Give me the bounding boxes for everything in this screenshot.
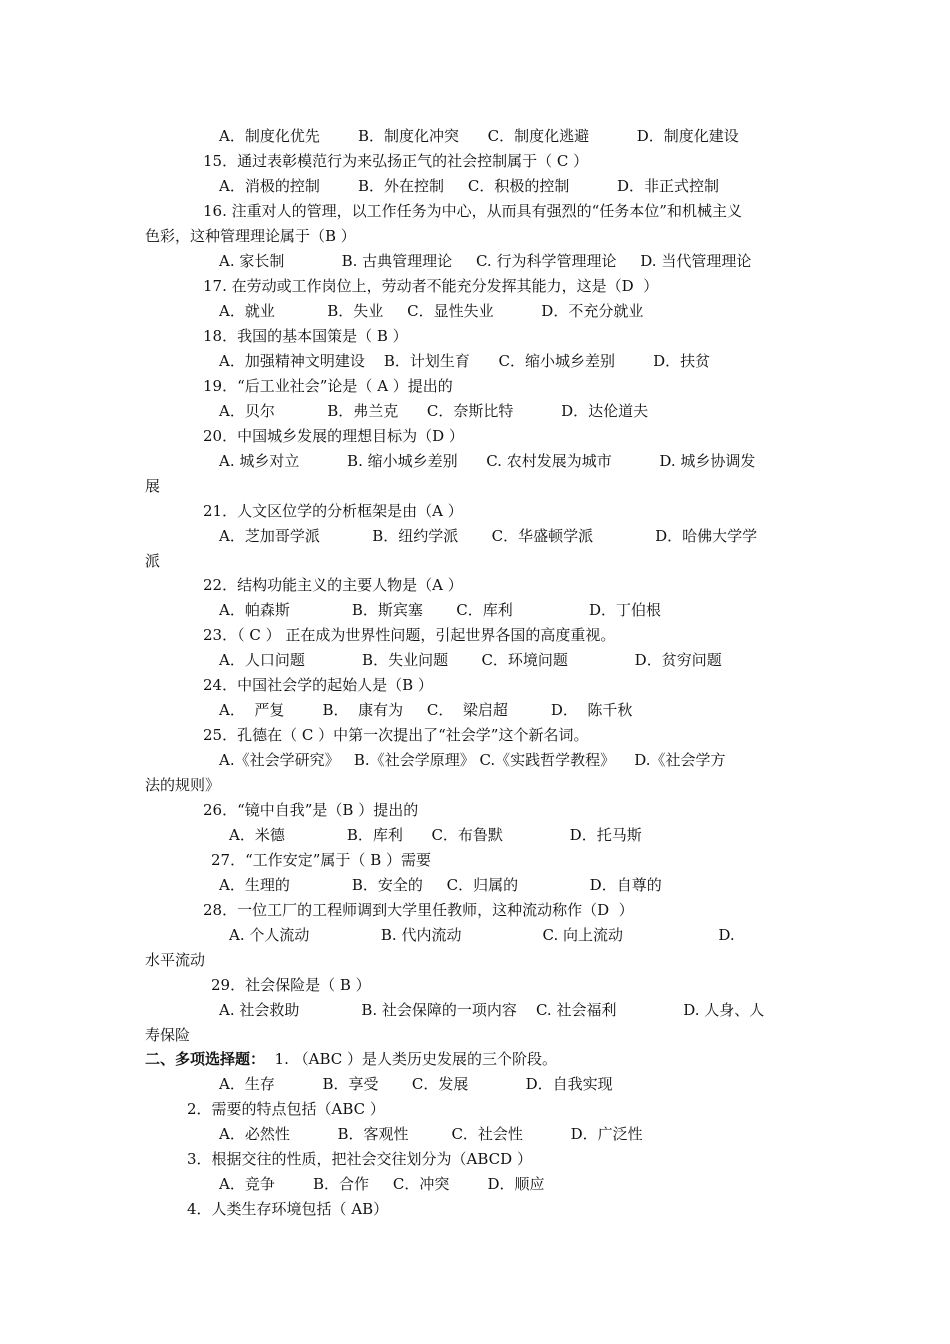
q18-question: 18．我国的基本国策是（ B ） — [203, 327, 408, 345]
q15-question: 15．通过表彰模范行为来弘扬正气的社会控制属于（ C ） — [203, 152, 589, 170]
q28-options-cont: 水平流动 — [145, 951, 206, 969]
q17-options: A．就业 B．失业 C．显性失业 D．不充分就业 — [219, 302, 644, 320]
q20-options: A. 城乡对立 B. 缩小城乡差别 C. 农村发展为城市 D. 城乡协调发 — [219, 452, 756, 470]
q21-options: A．芝加哥学派 B．纽约学派 C．华盛顿学派 D．哈佛大学学 — [219, 527, 758, 545]
q21-options-cont: 派 — [145, 552, 161, 570]
q20-options-cont: 展 — [145, 477, 161, 495]
q23-options: A．人口问题 B．失业问题 C．环境问题 D．贫穷问题 — [219, 651, 722, 669]
section-multi-choice — [145, 1049, 557, 1069]
q25-question: 25．孔德在（ C ）中第一次提出了“社会学”这个新名词。 — [203, 726, 589, 744]
q25-options: A.《社会学研究》 B.《社会学原理》 C.《实践哲学教程》 D.《社会学方 — [219, 751, 726, 769]
q19-question: 19．“后工业社会”论是（ A ）提出的 — [203, 377, 453, 395]
q24-question: 24．中国社会学的起始人是（B ） — [203, 676, 433, 694]
q20-question: 20．中国城乡发展的理想目标为（D ） — [203, 427, 464, 445]
q28-question: 28．一位工厂的工程师调到大学里任教师，这种流动称作（D ） — [203, 901, 634, 919]
q16-options: A. 家长制 B. 古典管理理论 C. 行为科学管理理论 D. 当代管理理论 — [219, 252, 752, 270]
q18-options: A．加强精神文明建设 B．计划生育 C．缩小城乡差别 D．扶贫 — [219, 352, 711, 370]
mq3-options: A．竞争 B．合作 C．冲突 D．顺应 — [219, 1175, 545, 1193]
q27-options: A．生理的 B．安全的 C．归属的 D．自尊的 — [219, 876, 662, 894]
q25-options-cont: 法的规则》 — [145, 776, 221, 794]
q26-question: 26．“镜中自我”是（B ）提出的 — [203, 801, 419, 819]
q29-options: A. 社会救助 B. 社会保障的一项内容 C. 社会福利 D. 人身、人 — [219, 1001, 765, 1019]
mq2-question: 2．需要的特点包括（ABC ） — [187, 1100, 385, 1118]
q19-options: A．贝尔 B．弗兰克 C．奈斯比特 D．达伦道夫 — [219, 402, 649, 420]
q17-question: 17. 在劳动或工作岗位上，劳动者不能充分发挥其能力，这是（D ） — [203, 277, 659, 295]
mq3-question: 3．根据交往的性质，把社会交往划分为（ABCD ） — [187, 1150, 532, 1168]
q14-options: A．制度化优先 B．制度化冲突 C．制度化逃避 D．制度化建设 — [219, 127, 739, 145]
q28-options: A. 个人流动 B. 代内流动 C. 向上流动 D. — [229, 926, 735, 944]
q22-options: A．帕森斯 B．斯宾塞 C．库利 D．丁伯根 — [219, 601, 662, 619]
q23-question: 23．（ C ） 正在成为世界性问题，引起世界各国的高度重视。 — [203, 626, 616, 644]
q27-question: 27．“工作安定”属于（ B ）需要 — [211, 851, 431, 869]
q24-options: A． 严复 B． 康有为 C． 梁启超 D． 陈千秋 — [219, 701, 633, 719]
q22-question: 22．结构功能主义的主要人物是（A ） — [203, 576, 463, 594]
mq1-options: A．生存 B．享受 C．发展 D．自我实现 — [219, 1075, 613, 1093]
q29-options-cont: 寿保险 — [145, 1026, 191, 1044]
section-heading: 二、多项选择题： — [145, 1050, 266, 1068]
q15-options: A．消极的控制 B．外在控制 C．积极的控制 D．非正式控制 — [219, 177, 720, 195]
q16-question-cont: 色彩，这种管理理论属于（B ） — [145, 227, 356, 245]
mq1-question: 1. （ABC ）是人类历史发展的三个阶段。 — [265, 1050, 558, 1068]
q26-options: A．米德 B．库利 C．布鲁默 D．托马斯 — [229, 826, 642, 844]
q29-question: 29．社会保险是（ B ） — [211, 976, 371, 994]
mq2-options: A．必然性 B．客观性 C．社会性 D．广泛性 — [219, 1125, 643, 1143]
q21-question: 21．人文区位学的分析框架是由（A ） — [203, 502, 463, 520]
mq4-question: 4．人类生存环境包括（ AB） — [187, 1200, 389, 1218]
q16-question: 16. 注重对人的管理，以工作任务为中心，从而具有强烈的“任务本位”和机械主义 — [203, 202, 742, 220]
